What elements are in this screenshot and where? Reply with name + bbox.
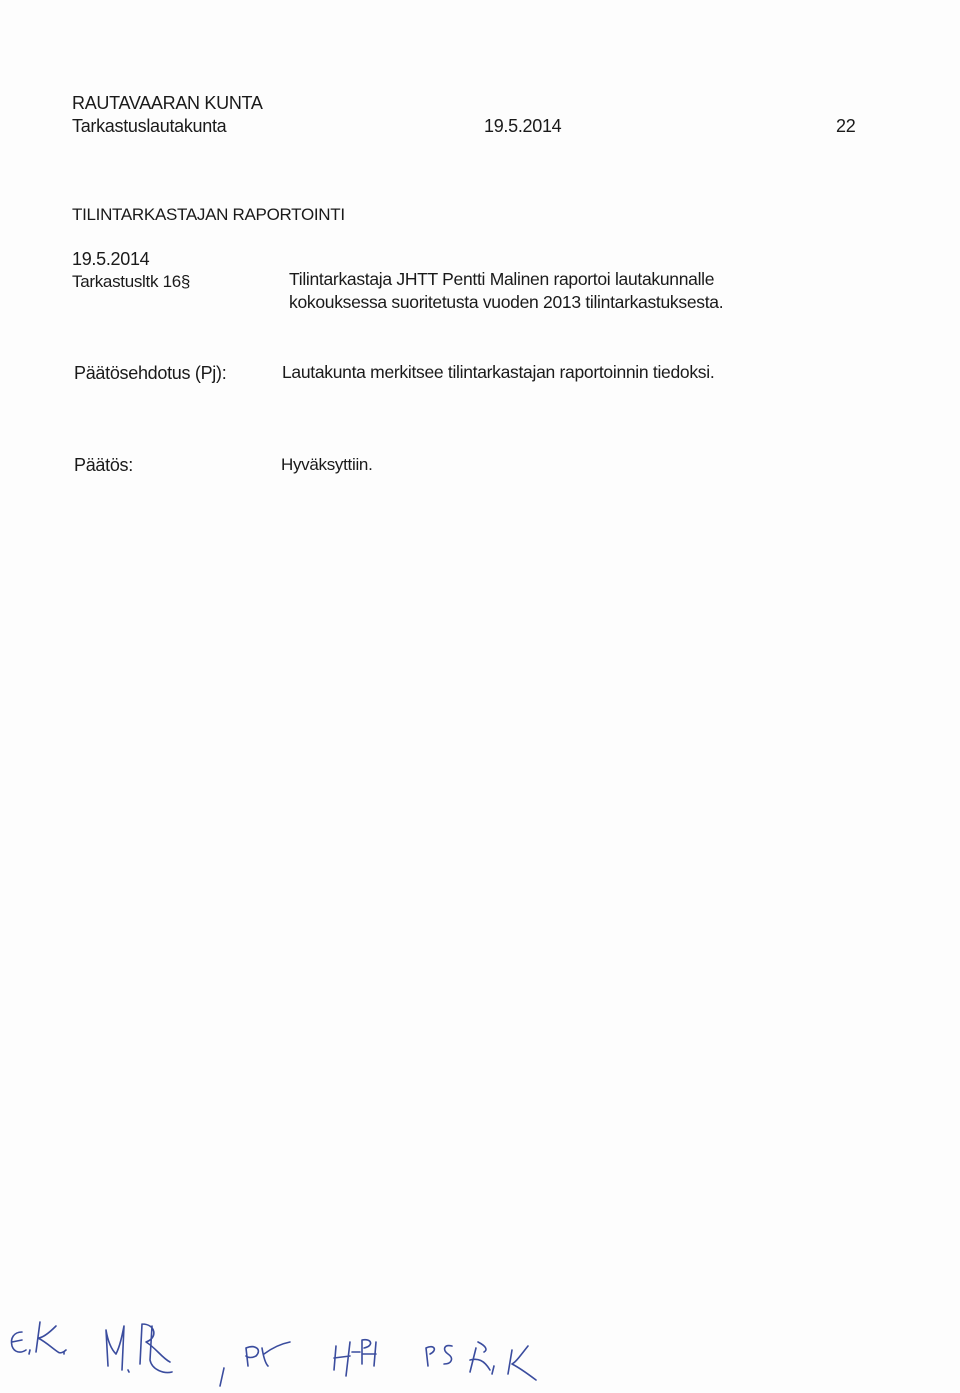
initials-mark bbox=[262, 1342, 290, 1366]
decision-label: Päätös: bbox=[74, 455, 133, 475]
initials-signature-image bbox=[0, 1290, 960, 1393]
committee-name: Tarkastuslautakunta bbox=[72, 116, 227, 136]
initials-mark bbox=[106, 1326, 124, 1370]
initials-mark bbox=[246, 1347, 258, 1366]
proposal-label: Päätösehdotus (Pj): bbox=[74, 363, 227, 383]
handwritten-initials bbox=[0, 1290, 960, 1393]
initials-mark bbox=[220, 1368, 224, 1386]
initials-mark bbox=[508, 1346, 536, 1380]
section-title: TILINTARKASTAJAN RAPORTOINTI bbox=[72, 205, 345, 224]
initials-mark bbox=[140, 1324, 170, 1364]
initials-mark bbox=[362, 1340, 376, 1366]
item-body-line: Tilintarkastaja JHTT Pentti Malinen raportoi lautakunnalle bbox=[289, 269, 715, 289]
meeting-date: 19.5.2014 bbox=[484, 116, 562, 136]
item-reference: Tarkastusltk 16§ bbox=[72, 272, 191, 291]
initials-mark bbox=[426, 1347, 434, 1366]
initials-mark bbox=[492, 1366, 494, 1374]
initials-mark bbox=[29, 1350, 30, 1354]
page-number: 22 bbox=[836, 116, 856, 136]
item-body-line: kokouksessa suoritetusta vuoden 2013 tilintarkastuksesta. bbox=[289, 292, 724, 312]
initials-mark bbox=[444, 1346, 452, 1364]
proposal-text: Lautakunta merkitsee tilintarkastajan raportoinnin tiedoksi. bbox=[282, 362, 715, 382]
initials-mark bbox=[36, 1322, 66, 1353]
item-date: 19.5.2014 bbox=[72, 249, 150, 269]
initials-mark bbox=[128, 1370, 129, 1372]
initials-mark bbox=[334, 1342, 350, 1376]
initials-mark bbox=[11, 1332, 26, 1352]
decision-text: Hyväksyttiin. bbox=[281, 455, 373, 474]
organization-name: RAUTAVAARAN KUNTA bbox=[72, 93, 263, 113]
initials-mark bbox=[470, 1342, 490, 1372]
